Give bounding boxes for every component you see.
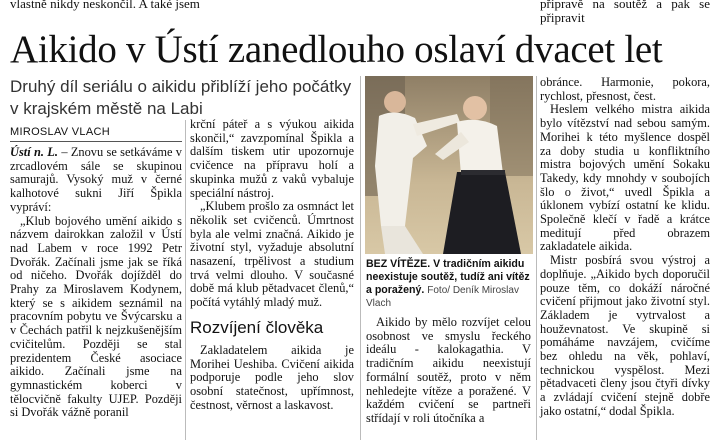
article-column-4 — [540, 76, 710, 419]
paragraph: krční páteř a s výukou aikida skončil,“ zavzpomínal Špikla a dalším tiskem utir upozornuje cvičence na přípravu holí a skupinka mužů z vaků vybaluje speciální nástroj. — [190, 117, 354, 200]
paragraph: „Klub bojového umění aikido s názvem dairokkan založil v Ústí nad Labem v roce 1992 Petr Dvořák. Začínali jsme jak se říká od ničeho. Dvořák dojížděl do Prahy za Miroslavem Kodynem, který se s aikidem seznámil na pracovním pobytu ve Švýcarsku a v Čechách patřil k nejzkušenějším cvičitelům. Později se stal prezidentem České asociace aikido. Začínali jsme na gymnastickém koberci v tělocvičně fakulty UJEP. Později si Dvořák vážně poranil — [10, 213, 182, 420]
column-divider — [185, 120, 186, 440]
photo-caption — [366, 258, 532, 310]
previous-article-strip — [0, 0, 715, 26]
aikido-photo-illustration — [365, 76, 533, 254]
paragraph: Heslem velkého mistra aikida bylo vítězství nad sebou samým. Morihei k této myšlence dospěl za doby studia u konfliktního mistra bojových umění Sokaku Takedy, kdy mnohdy v soubojích šlo o život,“ uvedl Špikla a úklonem vybízí ostatní ke klidu. Společně klečí v řadě a krátce meditují před obrazem zakladatele aikida. — [540, 102, 710, 254]
top-snippet-right: přípravě na soutěž a pak se připravit — [540, 0, 710, 25]
article-column-2 — [190, 118, 354, 412]
paragraph: „Klubem prošlo za osmnáct let několik set cvičenců. Úmrtnost byla ale velmi značná. Aikido je životní styl, vyžaduje absolutní nasazení, trpělivost a studium trvá velmi dlouho. V současné době má klub pětadvacet členů,“ počítá vytáhlý mladý muž. — [190, 199, 354, 310]
dateline: Ústí n. L. — [10, 145, 58, 159]
paragraph — [10, 146, 182, 215]
paragraph: Aikido by mělo rozvíjet celou osobnost ve smyslu řeckého ideálu - kalokagathia. V tradičním aikidu neexistují formální soutěž, proto v něm nehledejte vítěze a poražené. V každém cvičení se partneři střídají v roli útočníka a — [366, 315, 531, 425]
article-subtitle: Druhý díl seriálu o aikidu přiblíží jeho počátky v krajském městě na Labi — [10, 77, 352, 118]
caption-text: V tradičním aikidu neexistuje soutěž, tudíž ani vítěz a poražený. — [366, 258, 530, 296]
article-column-1 — [10, 146, 182, 420]
paragraph: obránce. Harmonie, pokora, rychlost, přesnost, čest. — [540, 75, 710, 103]
caption-title: BEZ VÍTĚZE. — [366, 258, 431, 270]
article-headline: Aikido v Ústí zanedlouho oslaví dvacet let — [10, 28, 663, 71]
column-divider — [360, 76, 361, 440]
paragraph-text: – Znovu se setkáváme v zrcadlovém sále se skupinou samurajů. Vysoký muž v černé kalhotové sukni Jiří Špikla vypráví: — [10, 145, 182, 214]
section-subhead: Rozvíjení člověka — [190, 317, 324, 337]
byline: MIROSLAV VLACH — [10, 126, 182, 142]
photo-credit: Foto/ Deník Miroslav Vlach — [366, 285, 519, 309]
paragraph: Zakladatelem aikida je Morihei Ueshiba. Cvičení aikida podporuje podle jeho slov osobní statečnost, upřímnost, čestnost, věrnost a laskavost. — [190, 342, 354, 412]
column-divider — [536, 76, 537, 440]
top-snippet-left: vlastně nikdy neskončil. A také jsem — [10, 0, 200, 11]
article-column-3 — [366, 316, 531, 426]
aikido-photo — [365, 76, 533, 254]
paragraph: Mistr posbírá svou výstroj a doplňuje. „Aikido bych doporučil pouze těm, co dokáží náročné cvičení přijmout jako životní styl. Základem je vytrvalost a houževnatost. Ve skupině si pomáháme navzájem, cvičíme bez ohledu na věk, pohlaví, technickou vyspělost. Mezi pětadvaceti členy jsou čtyři dívky a zvládají cvičení stejně dobře jako ostatní,“ dodal Špikla. — [540, 253, 710, 418]
